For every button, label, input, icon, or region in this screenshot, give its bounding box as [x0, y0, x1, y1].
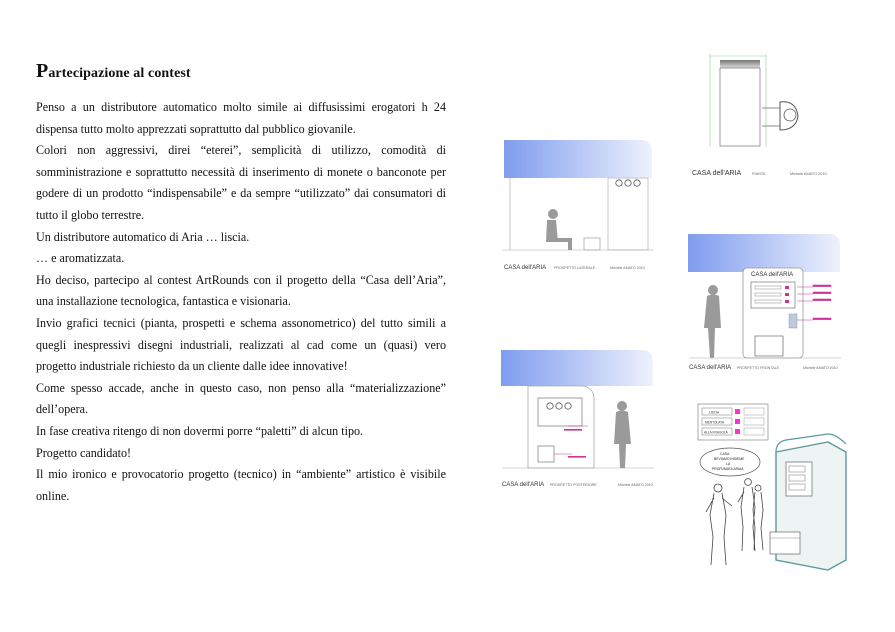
page-title: Partecipazione al contest	[36, 60, 191, 82]
paragraph: In fase creativa ritengo di non dovermi porre “paletti” di alcun tipo.	[36, 423, 364, 438]
panel-option: LISCIA	[709, 410, 720, 415]
panel-option: ALLA FRAGOLA	[704, 430, 728, 435]
front-elevation-drawing	[685, 232, 845, 374]
standing-figure	[614, 401, 631, 468]
seated-figure	[546, 209, 572, 250]
plan-caption	[692, 170, 827, 177]
callout-panel	[698, 404, 768, 440]
paragraph: Progetto candidato!	[36, 445, 132, 460]
caption-title: CASA dell'ARIA	[502, 482, 545, 488]
paragraph: Penso a un distributore automatico molto simile ai diffusissimi erogatori h 24 dispensa tutto molto apprezzati soprattutto dal pubblico giovanile.	[36, 100, 446, 136]
paragraph: Come spesso accade, anche in questo caso, non penso alla “materializzazione” dell’opera.	[36, 380, 446, 417]
paragraph: Invio grafici tecnici (pianta, prospetti e schema assonometrico) del tutto simili a quegli inespressivi disegni industriali, realizzati al cad come un (quasi) vero progetto industriale richiesto da un cliente dalle idee innovative!	[36, 315, 446, 374]
caption-subtitle: PROSPETTO FRONTALE	[737, 366, 779, 370]
rear-elevation-drawing	[498, 348, 658, 496]
standing-figure	[704, 285, 721, 358]
vending-machine	[770, 434, 846, 570]
panel-option: MENTOLATA	[705, 420, 724, 425]
machine-sign: CASA dell'ARIA	[751, 272, 794, 278]
caption-title: CASA dell'ARIA	[692, 170, 742, 177]
paragraph: Colori non aggressivi, direi “eterei”, semplicità di utilizzo, comodità di somministrazione e soprattutto necessità di inserimento di monete o banconote per godere di un prodotto “indispensabile” e da sempre “utilizzato” dai consumatori di tutto il globo terrestre.	[36, 143, 446, 222]
axonometric-drawing	[694, 400, 854, 578]
paragraph: Un distributore automatico di Aria … liscia.	[36, 229, 250, 244]
caption-author: Michele AMATO 2010	[790, 172, 827, 176]
caption-author: Michele AMATO 2010	[610, 266, 645, 270]
caption-subtitle: PROSPETTO POSTERIORE	[550, 483, 597, 487]
people-sketch	[706, 479, 763, 565]
svg-text:LA: LA	[726, 462, 731, 466]
caption-title: CASA dell'ARIA	[504, 265, 547, 271]
caption-author: Michele AMATO 2010	[618, 483, 653, 487]
caption-subtitle: PIANTA	[752, 172, 766, 176]
text-column	[36, 60, 446, 507]
side-elevation-drawing	[498, 138, 658, 278]
caption-subtitle: PROSPETTO LATERALE	[554, 266, 596, 270]
caption-author: Michele AMATO 2010	[803, 366, 838, 370]
caption-title: CASA dell'ARIA	[689, 365, 732, 371]
speech-bubble	[700, 448, 760, 476]
svg-text:BEVIAMO INSIEME: BEVIAMO INSIEME	[714, 457, 745, 461]
paragraph: … e aromatizzata.	[36, 251, 125, 266]
svg-text:PROFUMATA ARIAA: PROFUMATA ARIAA	[712, 467, 744, 471]
plan-drawing	[680, 52, 860, 187]
paragraph: Ho deciso, partecipo al contest ArtRounds con il progetto della “Casa dell’Aria”, una installazione tecnologica, fantastica e visionaria.	[36, 272, 446, 309]
svg-text:CASA: CASA	[720, 452, 730, 456]
paragraph: Il mio ironico e provocatorio progetto (tecnico) in “ambiente” artistico è visibile online.	[36, 467, 446, 503]
